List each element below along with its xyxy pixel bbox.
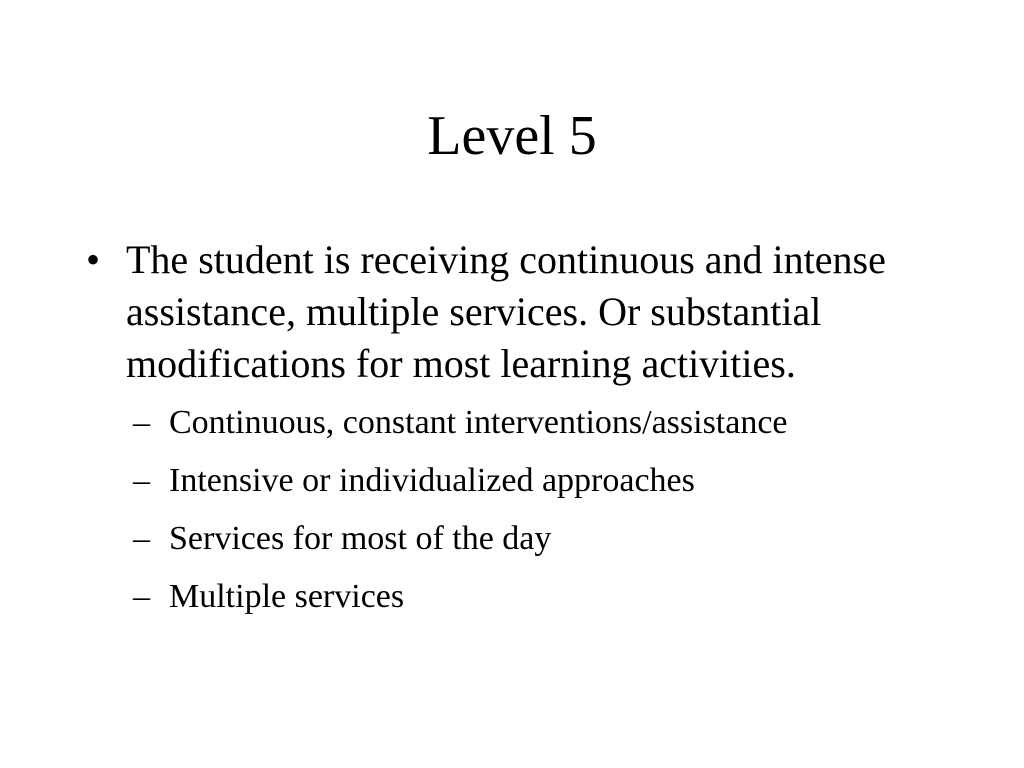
dash-marker: – (133, 520, 150, 557)
slide-title: Level 5 (427, 105, 597, 167)
dash-marker: – (133, 462, 150, 499)
dash-marker: – (133, 404, 150, 441)
bullet-marker: • (86, 237, 101, 282)
sub-bullet-item (133, 576, 946, 618)
main-bullet (86, 234, 946, 390)
sub-bullet-text: Multiple services (169, 578, 405, 615)
sub-bullet-text: Services for most of the day (169, 520, 552, 557)
sub-bullet-item (133, 518, 946, 560)
slide-body (86, 234, 946, 634)
sub-bullet-list (86, 402, 946, 618)
dash-marker: – (133, 578, 150, 615)
sub-bullet-item (133, 402, 946, 444)
sub-bullet-text: Intensive or individualized approaches (169, 462, 695, 499)
sub-bullet-item (133, 460, 946, 502)
main-bullet-text: The student is receiving continuous and intense assistance, multiple services. Or substantial modifications for most learning activities. (126, 237, 886, 386)
sub-bullet-text: Continuous, constant interventions/assistance (169, 404, 788, 441)
